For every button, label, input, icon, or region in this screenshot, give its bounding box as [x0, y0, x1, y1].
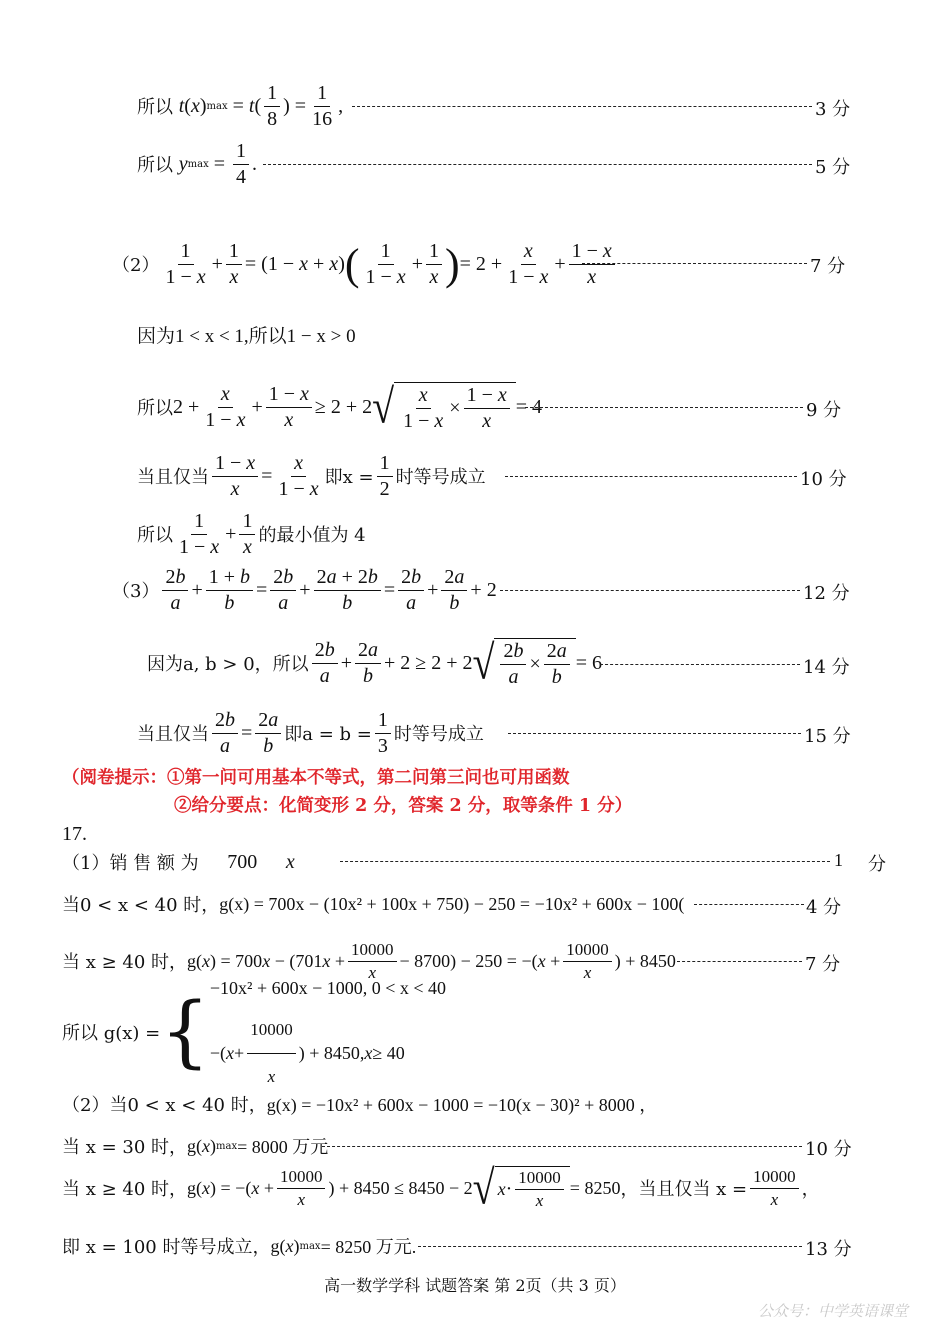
text-prefix: 所以	[137, 155, 173, 176]
text-prefix: 当 x ≥ 40 时，	[62, 1179, 188, 1200]
text-label: （2）当0 < x < 40 时，	[62, 1095, 267, 1116]
text-prefix: 即 x = 100 时等号成立，	[62, 1237, 271, 1258]
text-prefix: 当 x = 30 时，	[62, 1137, 188, 1158]
score-label: 5 分	[815, 157, 851, 178]
q17-piecewise: 所以 g(x) = { −10x² + 600x − 1000, 0 < x < 40 −( x + 10000 x ) + 8450, x ≥ 40	[62, 990, 446, 1074]
case-1: −10x² + 600x − 1000, 0 < x < 40	[209, 977, 447, 998]
score-label: 10 分	[800, 469, 847, 490]
dash-leader	[340, 861, 830, 862]
dash-leader	[505, 476, 797, 477]
text-prefix: 所以 g(x) =	[62, 1023, 161, 1044]
dash-leader	[508, 733, 801, 734]
expression-end: = 8250 万元.	[320, 1237, 417, 1257]
dash-leader	[694, 904, 804, 905]
dash-leader	[263, 164, 812, 165]
y-max-line: 所以 y max = $\frac{1}{4}$ .	[137, 139, 257, 188]
text-prefix: 因为a, b > 0，所以	[147, 654, 309, 675]
score-value: 1	[834, 850, 843, 870]
expression: g(x) = −10x² + 600x − 1000 = −10(x − 30)² + 8000 ，	[266, 1095, 658, 1115]
text-suffix: 时等号成立	[393, 724, 484, 745]
dash-leader	[582, 263, 807, 264]
part3-line3: 当且仅当 $\frac{2b}{a}$ = $\frac{2a}{b}$ 即a = b = $\frac{1}{3}$ 时等号成立	[137, 708, 484, 757]
text-suffix: 时等号成立	[395, 467, 486, 488]
expression: g(x) = 700x − (10x² + 100x + 750) − 250 = −10x² + 600x − 100(	[219, 893, 685, 914]
score-label: 4 分	[806, 897, 842, 918]
text-prefix: 当且仅当	[137, 724, 209, 745]
score-label: 3 分	[815, 99, 851, 120]
page-footer: 高一数学学科 试题答案 第 2页（共 3 页）	[324, 1276, 626, 1295]
part2-line1: （2） 1 1 − x + $\frac{1}{x}$ = (1 − x + x) ( 1 1 − x + $\frac{1}{x}$ ) = 2 + $\frac{x}{1 - x}$ + $\frac{1 - x}{x}$	[112, 236, 618, 292]
text-mid: 即x =	[324, 467, 374, 488]
score-label: 15 分	[804, 726, 851, 747]
text-prefix: 当0 < x < 40 时，	[62, 895, 220, 916]
score-label: 14 分	[803, 657, 850, 678]
dash-leader	[322, 1146, 802, 1147]
part2-line4: 当且仅当 $\frac{1 - x}{x}$ = $\frac{x}{1 - x}$ 即x = $\frac{1}{2}$ 时等号成立	[137, 451, 486, 500]
q17-line1: （1）销 售 额 为 700 x	[62, 850, 295, 874]
sales-value: 700	[227, 850, 258, 873]
part-label: （3）	[112, 581, 160, 602]
part3-line1: （3） 2b a + $\frac{1 + b}{b}$ = $\frac{2b}{a}$ + $\frac{2a + 2b}{b}$ = $\frac{2b}{a}$ + $\frac{2a}{b}$ + 2	[112, 565, 497, 614]
text-prefix: 当 x ≥ 40 时，	[62, 952, 188, 973]
watermark: 公众号：中学英语课堂	[757, 1302, 908, 1320]
score-unit: 分	[868, 854, 886, 875]
part3-line2: 因为a, b > 0，所以 2b a + $\frac{2a}{b}$ + 2 ≥ 2 + 2 √ $\frac{2b}{a}$ × $\frac{2a}{b}$ = 6	[147, 635, 603, 690]
q17-line8: 即 x = 100 时等号成立， g(x) max = 8250 万元.	[62, 1232, 416, 1260]
score-label: 7 分	[810, 256, 846, 277]
expression-end: = 8000 万元	[237, 1137, 329, 1157]
text-suffix: 的最小值为 4	[258, 525, 366, 546]
text-prefix: 所以	[137, 97, 173, 118]
dash-leader	[600, 664, 800, 665]
grading-note-line1: （阅卷提示：①第一问可用基本不等式，第二问第三问也可用函数	[62, 768, 570, 788]
score-label: 13 分	[805, 1239, 852, 1260]
text-prefix: 所以	[137, 525, 173, 546]
q17-line6: 当 x = 30 时， g(x) max = 8000 万元	[62, 1132, 328, 1160]
part2-line5: 所以 1 1 − x + $\frac{1}{x}$ 的最小值为 4	[137, 509, 366, 558]
dash-leader	[352, 106, 812, 107]
grading-note-line2: ②给分要点：化简变形 2 分，答案 2 分，取等条件 1 分）	[174, 796, 633, 816]
condition-line: 因为1 < x < 1,所以1 − x > 0	[137, 325, 356, 347]
text-label: （1）销 售 额 为	[62, 853, 199, 874]
part-label: （2）	[112, 255, 160, 276]
q17-line2	[62, 890, 684, 918]
score-label: 10 分	[805, 1139, 852, 1160]
score-label: 12 分	[803, 583, 850, 604]
question-number: 17.	[62, 822, 87, 845]
score-label: 9 分	[806, 400, 842, 421]
t-max-line: 所以 t ( x ) max = t ( 1 8 ) = $\frac{1}{16}$ ,	[137, 81, 344, 130]
dash-leader	[418, 1246, 802, 1247]
part2-line3: 所以 2 + $\frac{x}{1 - x}$ + $\frac{1 - x}{x}$ ≥ 2 + 2 √ $\frac{x}{1 - x}$ × $\frac{1 - x}{x}$ = 4	[137, 379, 543, 434]
dash-leader	[677, 961, 802, 962]
q17-line3: 当 x ≥ 40 时， g(x) = 700x − (701x + $\frac{10000}{x}$ − 8700) − 250 = −(x + $\frac{10000}{x}$ ) + 8450	[62, 939, 676, 982]
text-tail: ，当且仅当 x =	[620, 1179, 748, 1200]
score-label: 7 分	[805, 954, 841, 975]
text-prefix: 所以	[137, 398, 173, 419]
text-prefix: 当且仅当	[137, 467, 209, 488]
q17-line5	[62, 1090, 657, 1118]
dash-leader	[500, 590, 800, 591]
dash-leader	[525, 407, 803, 408]
text-mid: 即a = b =	[284, 724, 372, 745]
q17-line7: 当 x ≥ 40 时， g(x) = −(x + $\frac{10000}{x}$ ) + 8450 ≤ 8450 − 2 √ x · 10000 x = 8250 ，当且仅当 x = $\frac{10000}{x}$ ，	[62, 1160, 820, 1215]
